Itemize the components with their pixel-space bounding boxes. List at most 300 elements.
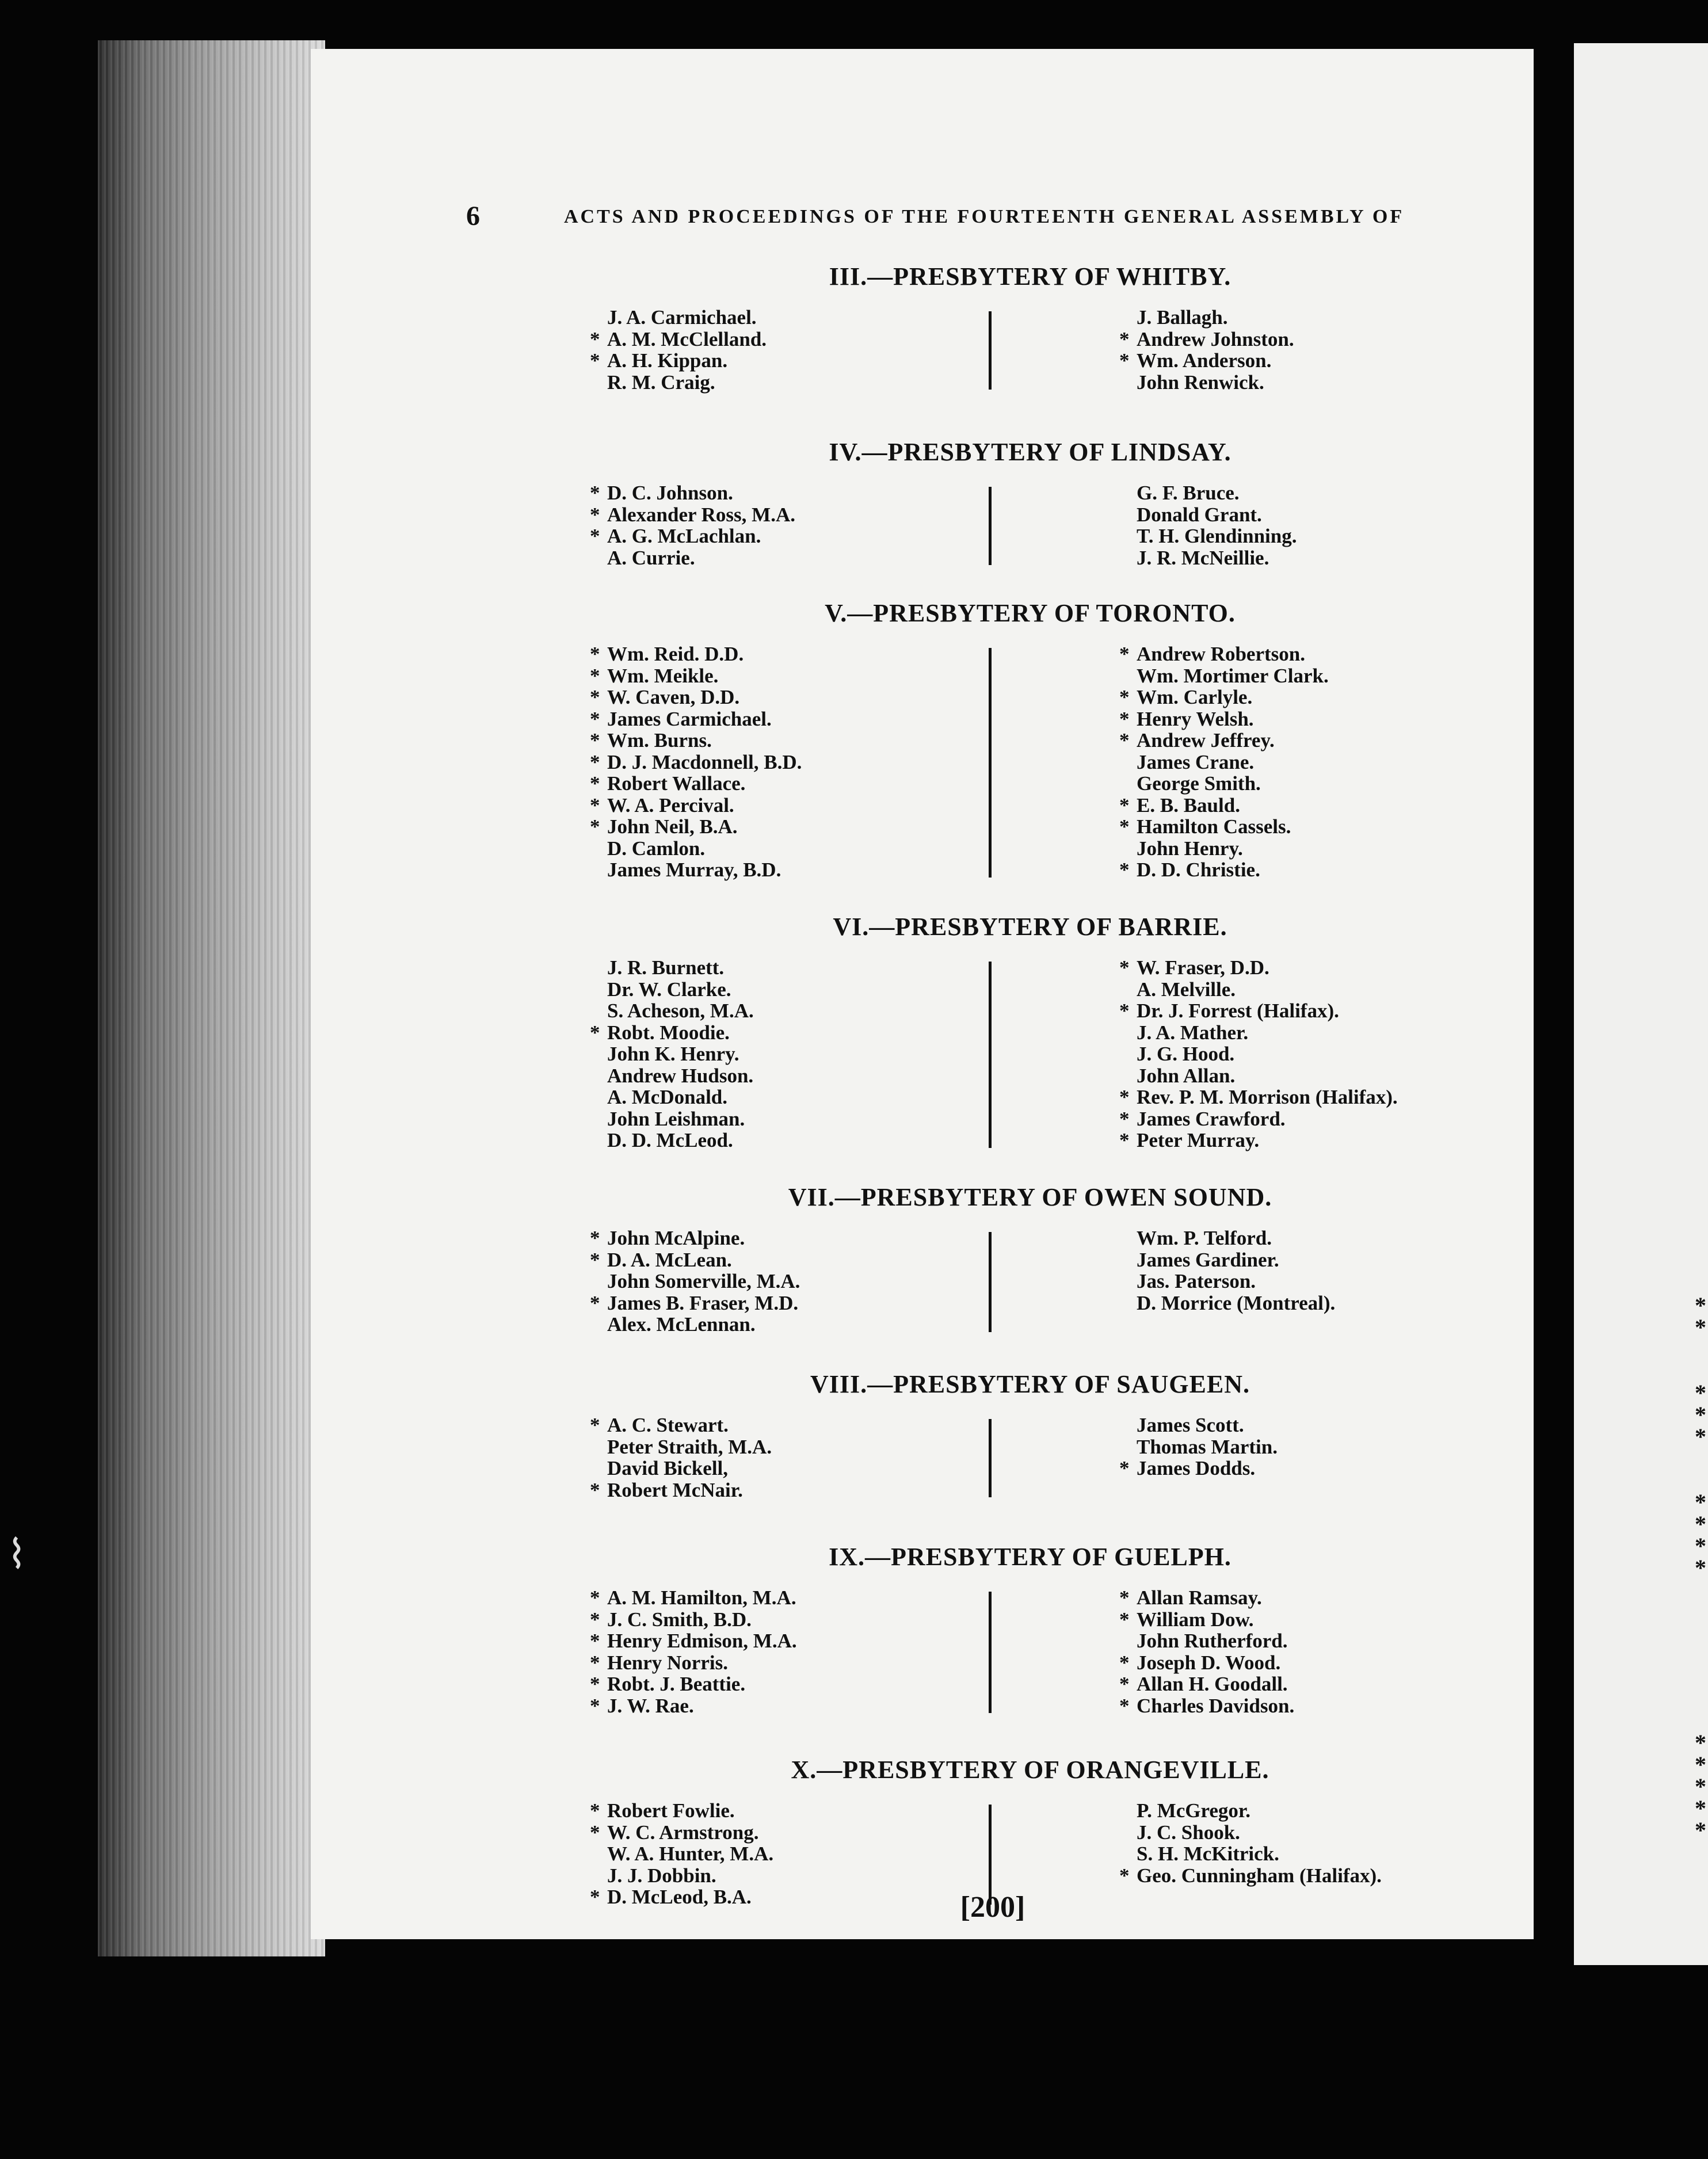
asterisk-mark bbox=[1119, 1436, 1137, 1458]
asterisk-mark bbox=[1119, 1800, 1137, 1822]
left-column bbox=[590, 1414, 772, 1501]
column-divider bbox=[989, 487, 992, 565]
delegate-name bbox=[1119, 350, 1294, 372]
left-column bbox=[590, 643, 802, 881]
delegate-text: John K. Henry. bbox=[607, 1043, 739, 1065]
delegate-name bbox=[1119, 730, 1329, 752]
running-header bbox=[0, 200, 1708, 235]
delegate-text: Alexander Ross, M.A. bbox=[607, 503, 795, 526]
delegate-name bbox=[1119, 1227, 1335, 1249]
delegate-name bbox=[1119, 1249, 1335, 1271]
delegate-text: S. Acheson, M.A. bbox=[607, 1000, 754, 1022]
delegate-text: D. McLeod, B.A. bbox=[607, 1886, 752, 1908]
asterisk-mark bbox=[1119, 1843, 1137, 1865]
section-title: IX.—PRESBYTERY OF GUELPH. bbox=[829, 1543, 1232, 1571]
delegate-text: James Dodds. bbox=[1137, 1457, 1256, 1479]
asterisk-mark bbox=[590, 1130, 607, 1151]
delegate-text: Wm. P. Telford. bbox=[1137, 1227, 1272, 1249]
delegate-text: John Renwick. bbox=[1137, 371, 1264, 394]
delegate-text: Charles Davidson. bbox=[1137, 1694, 1295, 1717]
asterisk-mark: * bbox=[590, 686, 600, 708]
delegate-name bbox=[590, 1587, 797, 1609]
delegate-text: James Scott. bbox=[1137, 1414, 1244, 1436]
asterisk-mark bbox=[590, 1000, 607, 1022]
delegate-name bbox=[590, 1130, 754, 1151]
delegate-text: Joseph D. Wood. bbox=[1137, 1651, 1281, 1674]
asterisk-mark bbox=[590, 1065, 607, 1087]
asterisk-mark: * bbox=[1119, 1129, 1130, 1151]
delegate-name bbox=[1119, 1458, 1278, 1479]
delegate-name bbox=[1119, 1843, 1382, 1865]
asterisk-mark: * bbox=[590, 1227, 600, 1249]
asterisk-mark bbox=[1119, 307, 1137, 329]
delegate-text: Robt. J. Beattie. bbox=[607, 1673, 746, 1695]
asterisk-mark bbox=[1119, 838, 1137, 860]
section-title: VI.—PRESBYTERY OF BARRIE. bbox=[833, 913, 1227, 941]
delegate-name bbox=[590, 1108, 754, 1130]
delegate-name bbox=[590, 730, 802, 752]
asterisk-mark bbox=[590, 547, 607, 569]
delegate-name bbox=[1119, 686, 1329, 708]
delegate-name bbox=[590, 547, 795, 569]
delegate-name bbox=[590, 752, 802, 773]
delegate-text: D. Camlon. bbox=[607, 837, 706, 860]
delegate-name bbox=[1119, 1271, 1335, 1292]
delegate-name bbox=[1119, 1130, 1398, 1151]
asterisk-mark bbox=[590, 1108, 607, 1130]
delegate-name bbox=[590, 1695, 797, 1717]
delegate-name bbox=[1119, 1000, 1398, 1022]
delegate-name bbox=[590, 482, 795, 504]
delegate-text: George Smith. bbox=[1137, 772, 1261, 795]
delegate-text: Dr. W. Clarke. bbox=[607, 978, 731, 1001]
delegate-text: Alex. McLennan. bbox=[607, 1313, 756, 1336]
delegate-name bbox=[1119, 1587, 1294, 1609]
asterisk-mark: * bbox=[590, 1886, 600, 1908]
delegate-text: A. C. Stewart. bbox=[607, 1414, 729, 1436]
delegate-name bbox=[590, 1479, 772, 1501]
delegate-name bbox=[590, 1630, 797, 1652]
delegate-text: D. D. Christie. bbox=[1137, 859, 1260, 881]
left-column bbox=[590, 1800, 773, 1908]
delegate-text: Henry Welsh. bbox=[1137, 707, 1254, 730]
delegate-text: John Somerville, M.A. bbox=[607, 1270, 800, 1292]
delegate-name bbox=[1119, 329, 1294, 350]
folio-number: [200] bbox=[960, 1891, 1025, 1924]
asterisk-mark: * bbox=[1119, 729, 1130, 752]
asterisk-mark: * bbox=[590, 482, 600, 504]
delegate-text: Wm. Reid. D.D. bbox=[607, 643, 744, 665]
delegate-name bbox=[590, 350, 767, 372]
delegate-text: Wm. Anderson. bbox=[1137, 349, 1272, 372]
delegate-name bbox=[1119, 1609, 1294, 1631]
asterisk-mark bbox=[1119, 525, 1137, 547]
asterisk-mark: * bbox=[590, 643, 600, 665]
delegate-name bbox=[590, 979, 754, 1001]
delegate-name bbox=[1119, 643, 1329, 665]
delegate-name bbox=[590, 1436, 772, 1458]
delegate-name bbox=[590, 1414, 772, 1436]
left-column bbox=[590, 1227, 800, 1336]
asterisk-mark: * bbox=[1119, 1694, 1130, 1717]
asterisk-mark: * bbox=[1119, 643, 1130, 665]
asterisk-mark bbox=[590, 957, 607, 979]
asterisk-mark: * bbox=[590, 794, 600, 817]
delegate-name bbox=[590, 504, 795, 526]
delegate-name bbox=[1119, 838, 1329, 860]
delegate-text: Henry Norris. bbox=[607, 1651, 728, 1674]
asterisk-mark: * bbox=[590, 1694, 600, 1717]
delegate-name bbox=[590, 1800, 773, 1822]
delegate-text: John Neil, B.A. bbox=[607, 815, 738, 838]
asterisk-mark: * bbox=[1119, 1107, 1130, 1130]
delegate-name bbox=[590, 838, 802, 860]
delegate-text: R. M. Craig. bbox=[607, 371, 715, 394]
asterisk-mark: * bbox=[590, 1586, 600, 1609]
delegate-text: Andrew Robertson. bbox=[1137, 643, 1305, 665]
delegate-name bbox=[590, 329, 767, 350]
delegate-name bbox=[590, 773, 802, 795]
delegate-text: David Bickell, bbox=[607, 1457, 729, 1479]
delegate-text: J. G. Hood. bbox=[1137, 1043, 1235, 1065]
delegate-name bbox=[1119, 773, 1329, 795]
delegate-name bbox=[1119, 1673, 1294, 1695]
delegate-name bbox=[1119, 1108, 1398, 1130]
asterisk-mark bbox=[590, 372, 607, 394]
delegate-text: Thomas Martin. bbox=[1137, 1435, 1278, 1458]
delegate-text: A. H. Kippan. bbox=[607, 349, 728, 372]
asterisk-mark bbox=[1119, 1043, 1137, 1065]
delegate-text: A. McDonald. bbox=[607, 1086, 728, 1108]
delegate-name bbox=[1119, 547, 1297, 569]
delegate-text: J. A. Carmichael. bbox=[607, 306, 757, 329]
delegate-text: James Carmichael. bbox=[607, 707, 772, 730]
delegate-name bbox=[1119, 859, 1329, 881]
delegate-text: Allan H. Goodall. bbox=[1137, 1673, 1288, 1695]
delegate-name bbox=[590, 1249, 800, 1271]
asterisk-mark: * bbox=[590, 1608, 600, 1631]
asterisk-mark: * bbox=[1119, 686, 1130, 708]
delegate-name bbox=[590, 1822, 773, 1844]
facing-page-edge bbox=[1574, 43, 1708, 1965]
delegate-text: D. D. McLeod. bbox=[607, 1129, 733, 1151]
asterisk-mark bbox=[590, 1458, 607, 1479]
delegate-name bbox=[1119, 816, 1329, 838]
asterisk-mark bbox=[1119, 773, 1137, 795]
asterisk-mark: * bbox=[1119, 1000, 1130, 1022]
delegate-name bbox=[590, 1227, 800, 1249]
delegate-text: J. W. Rae. bbox=[607, 1694, 694, 1717]
delegate-text: Wm. Burns. bbox=[607, 729, 712, 752]
delegate-text: D. A. McLean. bbox=[607, 1248, 732, 1271]
page-number: 6 bbox=[466, 201, 480, 231]
delegate-text: J. A. Mather. bbox=[1137, 1021, 1249, 1044]
asterisk-mark bbox=[1119, 1822, 1137, 1844]
asterisk-mark: * bbox=[1119, 327, 1130, 350]
delegate-name bbox=[590, 1271, 800, 1292]
right-column bbox=[1119, 1414, 1278, 1479]
delegate-name bbox=[590, 1086, 754, 1108]
asterisk-mark: * bbox=[1119, 1651, 1130, 1674]
delegate-name bbox=[590, 665, 802, 687]
delegate-text: Dr. J. Forrest (Halifax). bbox=[1137, 1000, 1339, 1022]
delegate-text: T. H. Glendinning. bbox=[1137, 525, 1297, 547]
delegate-text: Wm. Mortimer Clark. bbox=[1137, 664, 1329, 687]
delegate-name bbox=[590, 1458, 772, 1479]
asterisk-mark bbox=[1119, 547, 1137, 569]
section-title: IV.—PRESBYTERY OF LINDSAY. bbox=[829, 438, 1232, 466]
column-divider bbox=[989, 311, 992, 390]
asterisk-mark: * bbox=[1119, 707, 1130, 730]
scan-artifact: ⌇ bbox=[7, 1531, 27, 1578]
delegate-name bbox=[1119, 372, 1294, 394]
asterisk-mark bbox=[590, 1043, 607, 1065]
delegate-name bbox=[1119, 795, 1329, 817]
delegate-text: Andrew Johnston. bbox=[1137, 327, 1294, 350]
asterisk-mark: * bbox=[590, 772, 600, 795]
asterisk-mark bbox=[1119, 1065, 1137, 1087]
delegate-name bbox=[1119, 307, 1294, 329]
asterisk-mark bbox=[590, 1843, 607, 1865]
delegate-name bbox=[590, 816, 802, 838]
delegate-name bbox=[590, 1652, 797, 1674]
asterisk-mark: * bbox=[590, 729, 600, 752]
delegate-text: Robert Wallace. bbox=[607, 772, 746, 795]
asterisk-mark bbox=[1119, 504, 1137, 526]
asterisk-mark: * bbox=[590, 1248, 600, 1271]
delegate-text: James B. Fraser, M.D. bbox=[607, 1291, 799, 1314]
delegate-text: J. J. Dobbin. bbox=[607, 1864, 716, 1887]
asterisk-mark: * bbox=[590, 1673, 600, 1695]
asterisk-mark: * bbox=[590, 525, 600, 547]
delegate-name bbox=[590, 1865, 773, 1887]
delegate-name bbox=[1119, 525, 1297, 547]
asterisk-mark: * bbox=[1119, 1586, 1130, 1609]
column-divider bbox=[989, 648, 992, 878]
asterisk-mark bbox=[590, 859, 607, 881]
delegate-text: Hamilton Cassels. bbox=[1137, 815, 1291, 838]
section-title: III.—PRESBYTERY OF WHITBY. bbox=[829, 262, 1232, 291]
delegate-name bbox=[590, 1314, 800, 1336]
asterisk-mark bbox=[590, 307, 607, 329]
delegate-text: Donald Grant. bbox=[1137, 503, 1262, 526]
asterisk-mark: * bbox=[1119, 815, 1130, 838]
delegate-text: Robert McNair. bbox=[607, 1478, 743, 1501]
asterisk-mark: * bbox=[590, 1651, 600, 1674]
delegate-text: Henry Edmison, M.A. bbox=[607, 1630, 797, 1652]
delegate-name bbox=[590, 1292, 800, 1314]
delegate-name bbox=[590, 1000, 754, 1022]
delegate-name bbox=[1119, 752, 1329, 773]
delegate-name bbox=[590, 686, 802, 708]
asterisk-mark: * bbox=[1119, 349, 1130, 372]
delegate-name bbox=[590, 1065, 754, 1087]
delegate-text: W. Fraser, D.D. bbox=[1137, 956, 1269, 979]
delegate-text: A. Melville. bbox=[1137, 978, 1236, 1001]
asterisk-mark: * bbox=[590, 815, 600, 838]
asterisk-mark: * bbox=[590, 707, 600, 730]
asterisk-mark bbox=[590, 1271, 607, 1292]
asterisk-mark: * bbox=[590, 750, 600, 773]
facing-page-marks: * * * * * * * * * * * * * * bbox=[1695, 1292, 1706, 1843]
asterisk-mark: * bbox=[1119, 1457, 1130, 1479]
delegate-name bbox=[590, 1043, 754, 1065]
delegate-text: Rev. P. M. Morrison (Halifax). bbox=[1137, 1086, 1398, 1108]
asterisk-mark: * bbox=[1119, 1086, 1130, 1108]
book-page-edges bbox=[98, 40, 325, 1956]
left-column bbox=[590, 482, 795, 569]
delegate-name bbox=[590, 1673, 797, 1695]
asterisk-mark bbox=[1119, 1414, 1137, 1436]
asterisk-mark: * bbox=[590, 1478, 600, 1501]
delegate-text: Wm. Carlyle. bbox=[1137, 686, 1253, 708]
delegate-name bbox=[1119, 1652, 1294, 1674]
asterisk-mark bbox=[1119, 1630, 1137, 1652]
delegate-text: Geo. Cunningham (Halifax). bbox=[1137, 1864, 1382, 1887]
right-column bbox=[1119, 1227, 1335, 1314]
delegate-text: John Henry. bbox=[1137, 837, 1243, 860]
delegate-name bbox=[590, 1022, 754, 1044]
delegate-text: Allan Ramsay. bbox=[1137, 1586, 1262, 1609]
delegate-text: J. R. McNeillie. bbox=[1137, 546, 1269, 569]
asterisk-mark: * bbox=[1119, 794, 1130, 817]
delegate-text: J. Ballagh. bbox=[1137, 306, 1228, 329]
right-column bbox=[1119, 482, 1297, 569]
asterisk-mark bbox=[1119, 482, 1137, 504]
delegate-text: Robert Fowlie. bbox=[607, 1799, 735, 1822]
asterisk-mark bbox=[590, 979, 607, 1001]
delegate-name bbox=[1119, 1292, 1335, 1314]
delegate-text: Peter Murray. bbox=[1137, 1129, 1260, 1151]
left-column bbox=[590, 307, 767, 393]
delegate-text: James Crawford. bbox=[1137, 1107, 1286, 1130]
delegate-text: W. A. Percival. bbox=[607, 794, 734, 817]
delegate-name bbox=[1119, 665, 1329, 687]
asterisk-mark: * bbox=[590, 1630, 600, 1652]
delegate-text: D. J. Macdonnell, B.D. bbox=[607, 750, 802, 773]
delegate-name bbox=[1119, 504, 1297, 526]
delegate-text: W. A. Hunter, M.A. bbox=[607, 1843, 774, 1865]
right-column bbox=[1119, 643, 1329, 881]
delegate-text: William Dow. bbox=[1137, 1608, 1254, 1631]
asterisk-mark: * bbox=[590, 1821, 600, 1844]
delegate-text: John McAlpine. bbox=[607, 1227, 745, 1249]
column-divider bbox=[989, 1592, 992, 1713]
asterisk-mark bbox=[1119, 1227, 1137, 1249]
delegate-text: John Allan. bbox=[1137, 1064, 1236, 1087]
asterisk-mark: * bbox=[590, 503, 600, 526]
right-column bbox=[1119, 1800, 1382, 1886]
column-divider bbox=[989, 1232, 992, 1332]
delegate-text: D. C. Johnson. bbox=[607, 482, 733, 504]
asterisk-mark: * bbox=[590, 1799, 600, 1822]
delegate-text: Jas. Paterson. bbox=[1137, 1270, 1256, 1292]
asterisk-mark bbox=[1119, 979, 1137, 1001]
asterisk-mark bbox=[590, 1314, 607, 1336]
delegate-text: J. C. Shook. bbox=[1137, 1821, 1240, 1844]
delegate-name bbox=[590, 859, 802, 881]
asterisk-mark: * bbox=[1119, 1673, 1130, 1695]
asterisk-mark bbox=[1119, 665, 1137, 687]
delegate-text: James Murray, B.D. bbox=[607, 859, 781, 881]
right-column bbox=[1119, 307, 1294, 393]
delegate-text: James Crane. bbox=[1137, 750, 1255, 773]
delegate-text: G. F. Bruce. bbox=[1137, 482, 1240, 504]
delegate-text: A. G. McLachlan. bbox=[607, 525, 761, 547]
delegate-text: Peter Straith, M.A. bbox=[607, 1435, 772, 1458]
delegate-name bbox=[590, 795, 802, 817]
delegate-text: D. Morrice (Montreal). bbox=[1137, 1291, 1336, 1314]
delegate-text: Wm. Meikle. bbox=[607, 664, 719, 687]
column-divider bbox=[989, 1805, 992, 1905]
asterisk-mark: * bbox=[1119, 1608, 1130, 1631]
asterisk-mark bbox=[1119, 1022, 1137, 1044]
asterisk-mark bbox=[590, 1086, 607, 1108]
delegate-text: P. McGregor. bbox=[1137, 1799, 1250, 1822]
delegate-name bbox=[1119, 1414, 1278, 1436]
delegate-name bbox=[1119, 957, 1398, 979]
delegate-text: S. H. McKitrick. bbox=[1137, 1843, 1279, 1865]
delegate-name bbox=[590, 372, 767, 394]
asterisk-mark bbox=[1119, 372, 1137, 394]
asterisk-mark: * bbox=[1119, 859, 1130, 881]
asterisk-mark bbox=[1119, 1249, 1137, 1271]
delegate-text: John Leishman. bbox=[607, 1107, 745, 1130]
delegate-name bbox=[1119, 1065, 1398, 1087]
column-divider bbox=[989, 1419, 992, 1497]
delegate-name bbox=[1119, 979, 1398, 1001]
asterisk-mark: * bbox=[1119, 956, 1130, 979]
delegate-text: W. Caven, D.D. bbox=[607, 686, 740, 708]
asterisk-mark bbox=[1119, 1271, 1137, 1292]
section-title: VII.—PRESBYTERY OF OWEN SOUND. bbox=[788, 1183, 1272, 1211]
asterisk-mark bbox=[590, 1436, 607, 1458]
asterisk-mark bbox=[1119, 752, 1137, 773]
asterisk-mark bbox=[590, 1865, 607, 1887]
delegate-text: A. M. McClelland. bbox=[607, 327, 767, 350]
delegate-name bbox=[590, 1843, 773, 1865]
asterisk-mark: * bbox=[590, 349, 600, 372]
delegate-name bbox=[590, 957, 754, 979]
delegate-name bbox=[590, 1609, 797, 1631]
asterisk-mark: * bbox=[590, 664, 600, 687]
delegate-name bbox=[1119, 1043, 1398, 1065]
right-column bbox=[1119, 1587, 1294, 1716]
asterisk-mark: * bbox=[590, 1414, 600, 1436]
delegate-text: W. C. Armstrong. bbox=[607, 1821, 759, 1844]
asterisk-mark: * bbox=[590, 327, 600, 350]
column-divider bbox=[989, 962, 992, 1148]
delegate-name bbox=[590, 307, 767, 329]
delegate-name bbox=[1119, 1695, 1294, 1717]
section-title: V.—PRESBYTERY OF TORONTO. bbox=[825, 599, 1236, 627]
asterisk-mark bbox=[590, 838, 607, 860]
asterisk-mark bbox=[1119, 1292, 1137, 1314]
asterisk-mark: * bbox=[1119, 1864, 1130, 1887]
delegate-text: James Gardiner. bbox=[1137, 1248, 1279, 1271]
delegate-text: J. R. Burnett. bbox=[607, 956, 725, 979]
delegate-name bbox=[590, 643, 802, 665]
asterisk-mark: * bbox=[590, 1021, 600, 1044]
delegate-text: Andrew Hudson. bbox=[607, 1064, 754, 1087]
delegate-name bbox=[590, 1886, 773, 1908]
delegate-name bbox=[1119, 1865, 1382, 1887]
delegate-name bbox=[1119, 1630, 1294, 1652]
delegate-name bbox=[1119, 1822, 1382, 1844]
delegate-text: E. B. Bauld. bbox=[1137, 794, 1240, 817]
section-title: X.—PRESBYTERY OF ORANGEVILLE. bbox=[791, 1756, 1269, 1784]
right-column bbox=[1119, 957, 1398, 1151]
